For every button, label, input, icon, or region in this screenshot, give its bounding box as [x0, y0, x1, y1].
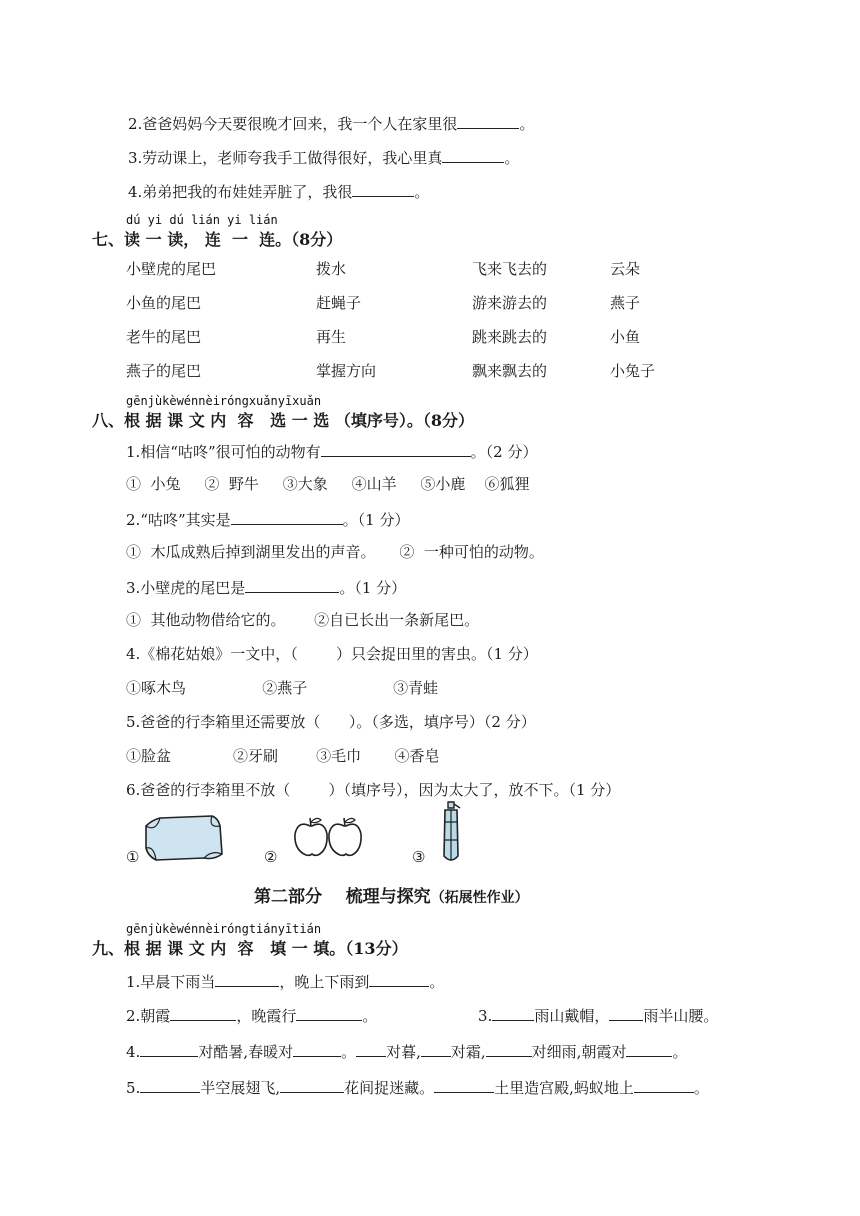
match-item[interactable]: 燕子的尾巴	[126, 362, 202, 380]
question-text: 2.“咕咚”其实是	[126, 511, 231, 529]
fill-text: 3.	[478, 1007, 493, 1025]
match-item[interactable]: 小兔子	[610, 362, 656, 380]
sec8-q1	[126, 440, 537, 462]
sec9-title: 根 据 课 文 内 容 填 一 填	[124, 939, 330, 958]
sec8-pinyin: gēnjùkèwénnèiróngxuǎnyīxuǎn	[126, 394, 322, 408]
sec9-line-3	[126, 1040, 687, 1062]
title-char: 一	[145, 230, 162, 249]
fill-text: 。	[672, 1043, 688, 1061]
match-item[interactable]: 小鱼	[610, 328, 641, 346]
part2-subtitle: （拓展性作业）	[430, 890, 529, 906]
q6-line-3	[128, 146, 519, 168]
fill-text: 2.朝霞	[126, 1007, 171, 1025]
answer-blank[interactable]	[492, 1004, 534, 1021]
answer-blank[interactable]	[352, 180, 414, 197]
fill-text: 对细雨,朝霞对	[531, 1043, 627, 1061]
match-item[interactable]: 掌握方向	[316, 362, 377, 380]
answer-blank[interactable]	[609, 1004, 643, 1021]
answer-blank[interactable]	[321, 440, 471, 457]
answer-blank[interactable]	[140, 1040, 198, 1057]
q6-line-4	[128, 180, 429, 202]
match-item[interactable]: 老牛的尾巴	[126, 328, 202, 346]
part2-heading	[254, 882, 529, 907]
q6-line-2-text: 2.爸爸妈妈今天要很晚才回来，我一个人在家里很	[128, 115, 458, 133]
fill-text: 土里造宫殿,蚂蚁地上	[494, 1079, 634, 1097]
answer-blank[interactable]	[634, 1076, 694, 1093]
match-item[interactable]: 小壁虎的尾巴	[126, 260, 217, 278]
sec8-q5: 5.爸爸的行李箱里还需要放（ ）。（多选，填序号）（2 分）	[126, 713, 536, 731]
part2-title: 第二部分 梳理与探究	[254, 887, 431, 907]
match-item[interactable]: 燕子	[610, 294, 641, 312]
answer-blank[interactable]	[457, 112, 519, 129]
match-item[interactable]: 拨水	[316, 260, 347, 278]
sec7-number: 七、	[92, 230, 125, 249]
answer-blank[interactable]	[170, 1004, 236, 1021]
fill-text: 花间捉迷藏。	[344, 1079, 435, 1097]
fill-text: 对霜,	[450, 1043, 486, 1061]
question-text: 3.小壁虎的尾巴是	[126, 579, 246, 597]
sec9-line-2	[126, 1004, 377, 1026]
fill-text: 雨半山腰。	[643, 1007, 719, 1025]
question-text: 1.相信“咕咚”很可怕的动物有	[126, 443, 321, 461]
fill-text: 雨山戴帽，	[534, 1007, 610, 1025]
answer-blank[interactable]	[369, 970, 429, 987]
pic-label: ①	[126, 848, 140, 866]
question-score: 。（1 分）	[342, 511, 410, 529]
match-item[interactable]: 飞来飞去的	[472, 260, 548, 278]
sec8-q6: 6.爸爸的行李箱里不放（ ）（填序号），因为太大了，放不下。（1 分）	[126, 781, 621, 799]
fill-text: 。	[429, 973, 445, 991]
answer-blank[interactable]	[215, 970, 279, 987]
sec8-q4-options: ①啄木鸟 ②燕子 ③青蛙	[126, 679, 439, 697]
match-item[interactable]: 飘来飘去的	[472, 362, 548, 380]
title-char: 读	[167, 230, 184, 249]
match-item[interactable]: 再生	[316, 328, 347, 346]
fill-text: 。	[341, 1043, 357, 1061]
title-char: 连	[259, 230, 276, 249]
sec7-score: 。（8分）	[275, 230, 343, 249]
umbrella-icon	[436, 800, 466, 866]
apples-icon	[292, 814, 364, 858]
sec8-q2	[126, 508, 409, 530]
answer-blank[interactable]	[140, 1076, 200, 1093]
title-char: 连	[204, 230, 221, 249]
sec7-heading	[92, 227, 342, 250]
sec9-heading	[92, 936, 408, 959]
answer-blank[interactable]	[296, 1004, 362, 1021]
sec9-line-2b	[478, 1004, 718, 1026]
fill-text: ，晚上下雨到	[279, 973, 370, 991]
pic-label: ③	[412, 848, 426, 866]
fill-text: 对暮,	[386, 1043, 421, 1061]
fill-text: 对酷暑,春暖对	[198, 1043, 294, 1061]
fill-text: 半空展翅飞,	[200, 1079, 281, 1097]
sec7-pinyin: dú yi dú lián yi lián	[126, 213, 278, 227]
sec9-line-1	[126, 970, 444, 992]
answer-blank[interactable]	[434, 1076, 494, 1093]
sec9-line-4	[126, 1076, 709, 1098]
title-char: 一	[231, 230, 248, 249]
sec8-q5-options: ①脸盆 ②牙刷 ③毛巾 ④香皂	[126, 747, 440, 765]
question-score: 。（1 分）	[339, 579, 407, 597]
q6-line-3-text: 3.劳动课上，老师夸我手工做得很好，我心里真	[128, 149, 443, 167]
pic-label: ②	[264, 848, 278, 866]
q6-line-2	[128, 112, 534, 134]
match-item[interactable]: 游来游去的	[472, 294, 548, 312]
sec8-title: 根 据 课 文 内 容 选 一 选	[124, 411, 330, 430]
sec9-number: 九、	[92, 939, 125, 958]
q6-line-4-text: 4.弟弟把我的布娃娃弄脏了，我很	[128, 183, 353, 201]
answer-blank[interactable]	[356, 1040, 386, 1057]
pillow-icon	[142, 812, 226, 864]
sec8-score: （填序号）。（8分）	[329, 411, 475, 430]
fill-text: ，晚霞行	[236, 1007, 297, 1025]
q6-line-4-end: 。	[414, 183, 430, 201]
fill-text: 。	[693, 1079, 709, 1097]
sec8-q1-options: ① 小兔 ② 野牛 ③大象 ④山羊 ⑤小鹿 ⑥狐狸	[126, 475, 530, 493]
sec8-q2-options: ① 木瓜成熟后掉到湖里发出的声音。 ② 一种可怕的动物。	[126, 543, 544, 561]
answer-blank[interactable]	[293, 1040, 341, 1057]
answer-blank[interactable]	[486, 1040, 532, 1057]
answer-blank[interactable]	[442, 146, 504, 163]
sec9-score: 。（13分）	[329, 939, 408, 958]
answer-blank[interactable]	[421, 1040, 451, 1057]
answer-blank[interactable]	[280, 1076, 344, 1093]
question-score: 。（2 分）	[470, 443, 538, 461]
q6-line-3-end: 。	[504, 149, 520, 167]
sec8-number: 八、	[92, 411, 125, 430]
fill-text: 1.早晨下雨当	[126, 973, 216, 991]
fill-text: 4.	[126, 1043, 141, 1061]
sec8-q3-options: ① 其他动物借给它的。 ②自已长出一条新尾巴。	[126, 611, 480, 629]
match-item[interactable]: 赶蝇子	[316, 294, 362, 312]
match-item[interactable]: 跳来跳去的	[472, 328, 548, 346]
match-item[interactable]: 小鱼的尾巴	[126, 294, 202, 312]
answer-blank[interactable]	[245, 576, 339, 593]
answer-blank[interactable]	[626, 1040, 672, 1057]
answer-blank[interactable]	[231, 508, 343, 525]
sec9-pinyin: gēnjùkèwénnèiróngtiányītián	[126, 922, 322, 936]
match-item[interactable]: 云朵	[610, 260, 641, 278]
sec8-heading	[92, 408, 474, 431]
title-char: 读	[124, 230, 141, 249]
fill-text: 5.	[126, 1079, 141, 1097]
q6-line-2-end: 。	[519, 115, 535, 133]
fill-text: 。	[362, 1007, 378, 1025]
title-char: ，	[183, 230, 200, 249]
sec8-q4: 4.《棉花姑娘》一文中，（ ）只会捉田里的害虫。（1 分）	[126, 645, 538, 663]
sec8-q3	[126, 576, 406, 598]
